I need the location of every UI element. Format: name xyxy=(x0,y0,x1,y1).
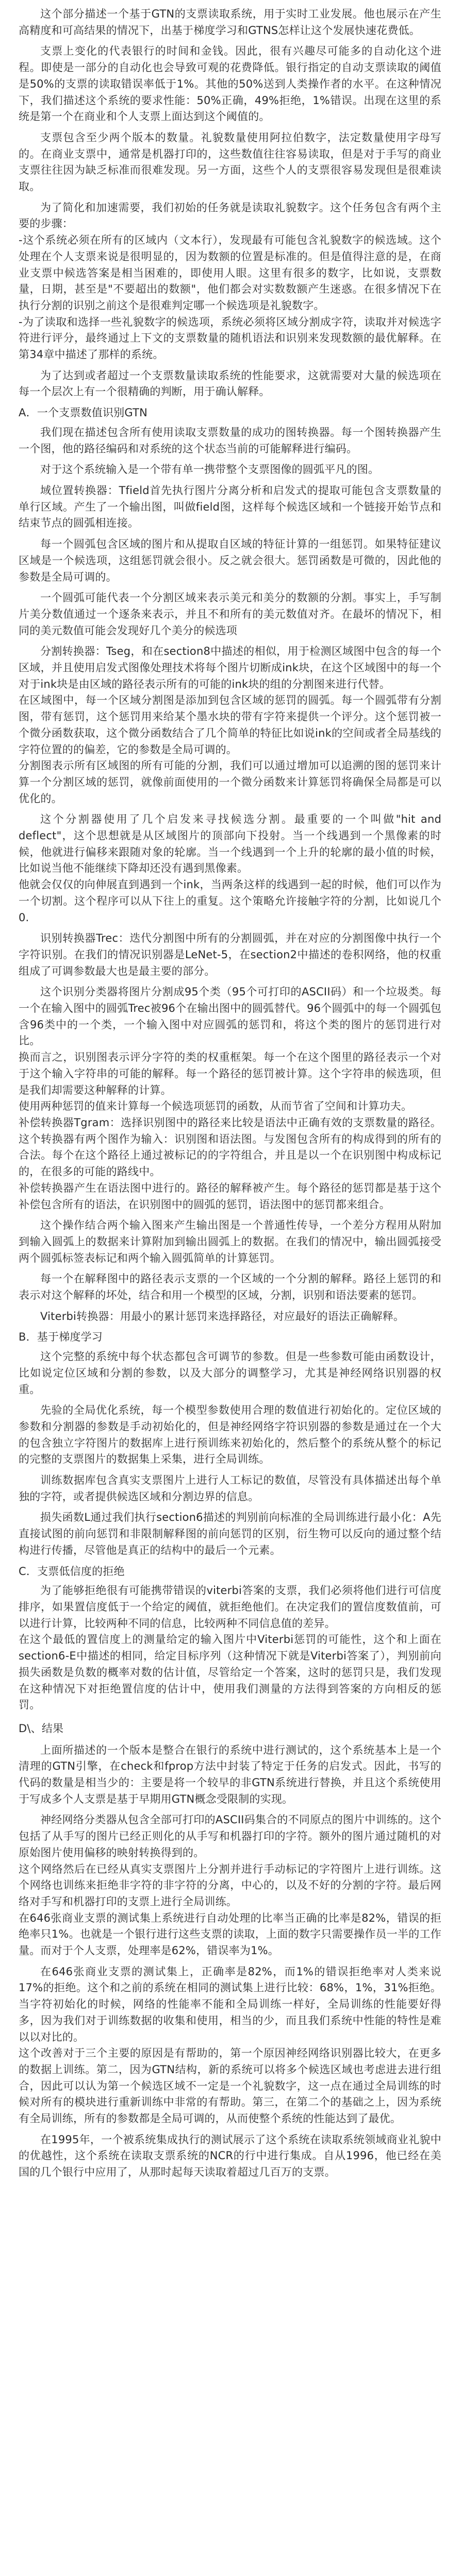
paragraph: 域位置转换器：Tfield首先执行图片分离分析和启发式的提取可能包含支票数量的单行区域。产生了一个输出图，叫做field图，这样每个候选区域和一个链接开始节点和结束节点的圆弧相连接。 xyxy=(19,484,441,530)
paragraph: 先验的全局优化系统，每一个模型参数使用合理的数值进行初始化的。定位区域的参数和分割器的参数是手动初始化的，但是神经网络字符识别器的参数是通过在一个大的包含独立字符图片的数据库上进行预训练来初始化的，然后整个的系统从整个的标记的完整的支票图片的数据集上采集，进行全局训练。 xyxy=(19,1404,441,1466)
section-heading: C．支票低信度的拒绝 xyxy=(19,1565,125,1578)
paragraph: 损失函数L通过我们执行section6描述的判别前向标准的全局训练进行最小化：A先直接试图的前向惩罚和非限制解释图的前向惩罚的区别，衍生物可以反向的通过整个结构进行传播，尽管他是真正的结构中的最后一个元素。 xyxy=(19,1511,441,1556)
paragraph: 这个部分描述一个基于GTN的支票读取系统，用于实时工业发展。他也展示在产生高精度和可高结果的情况下，出基于梯度学习和GTNS怎样让这个发展快速花费低。 xyxy=(19,8,441,37)
paragraph: 这个操作结合两个输入图来产生输出图是一个普通性传导，一个差分方程用从附加到输入圆弧上的数据来计算附加到输出圆弧上的数据。在我们的情况中，输出圆弧接受两个圆弧标签表标记和两个输入圆弧简单的计算惩罚。 xyxy=(19,1219,441,1264)
paragraph: 这个分割器使用了几个启发来寻找候选分割。最重要的一个叫做"hit and deflect"，这个思想就是从区域图片的顶部向下投射。当一个线遇到一个黑像素的时候，他就进行偏移来跟随对象的轮廓。当一个线遇到一个上升的轮廓的最小值的时候，比如说当他不能继续下降却还没有遇到黑像素。 他就会仅仅的向伸展直到遇到一个ink，当两条这样的线遇到一起的时候，他们可以作为一个切割。这个程序可以从下往上的重复。这个策略允许接触字符的分割，比如说几个0. xyxy=(19,813,441,924)
section-heading: D\、结果 xyxy=(19,1722,64,1735)
paragraph: Viterbi转换器：用最小的累计惩罚来选择路径，对应最好的语法正确解释。 xyxy=(40,1310,405,1323)
paragraph: 这个识别分类器将图片分割成95个类（95个可打印的ASCII码）和一个垃圾类。每一个在输入图中的圆弧Trec被96个在输出图中的圆弧替代。96个圆弧中的每一个圆弧包含96类中的一个类，一个输入图中对应圆弧的惩罚和，将这个类的图片的惩罚进行对比。 换而言之，识别图表示评分字符的类的权重框架。每一个在这个图里的路径表示一个对于这个输入字符串的可能的解释。每一个路径的惩罚被计算。这个字符串的候选项，但是我们却需要这种解释的计算。 使用两种惩罚的值来计算每一个候选项惩罚的函数，从而节省了空间和计算功夫。 补偿转换器Tgram：选择识别图中的路径来比较是语法中正确有效的支票数量的路径。这个转换器有两个图作为输入：识别图和语法图。与发图包含所有的构成得到的所有的合法。每个在这个路径上通过被标记的的字符组合，并且是以一个在识别图中构成标记的，在很多的可能的路线中。 补偿转换器产生在语法图中进行的。路径的解释被产生。每个路径的惩罚都是基于这个补偿包含所有的语法，在识别图中的圆弧的惩罚，语法图中的惩罚都来组合。 xyxy=(19,986,441,1211)
paragraph: 训练数据库包含真实支票图片上进行人工标记的数值，尽管没有具体描述出每个单独的字符，或者提供候选区域和分割边界的信息。 xyxy=(19,1474,441,1503)
paragraph: 这个完整的系统中每个状态都包含可调节的参数。但是一些参数可能由函数设计，比如说定位区域和分割的参数，以及大部分的调整学习，尤其是神经网络识别器的权重。 xyxy=(19,1350,441,1396)
paragraph: 每一个圆弧包含区域的图片和从提取自区域的特征计算的一组惩罚。如果特征建议区域是一个候选项，这组惩罚就会很小。反之就会很大。惩罚函数是可微的，因此他的参数是全局可调的。 xyxy=(19,538,441,583)
paragraph: 分割转换器：Tseg，和在section8中描述的相似，用于检测区域图中包含的每一个区域，并且使用启发式图像处理技术将每个图片切断成ink块，在这个区域图中的每一个对于ink块是由区域的路径表示所有的可能的ink块的组的分割图来进行代替。 在区域图中，每一个区域分割图是添加到包含区域的惩罚的圆弧。每一个圆弧带有分割图，带有惩罚，这个惩罚用来给某个墨水块的带有字符来提供一个评分。这个惩罚被一个微分函数获取，这个微分函数结合了几个简单的特征比如说ink的空间或者全局基线的字符位置的的偏差，它的参数是全局可调的。 分割图表示所有区域图的所有可能的分割，我们可以通过增加可以追溯的图的惩罚来计算一个分割区域的惩罚，就像前面使用的一个微分函数来计算惩罚将确保全局都是可以优化的。 xyxy=(19,645,441,805)
paragraph: 每一个在解释图中的路径表示支票的一个区域的一个分割的解释。路径上惩罚的和表示对这个解释的坏处，结合和用一个模型的区域，分割，识别和语法要素的惩罚。 xyxy=(19,1273,441,1302)
paragraph: 上面所描述的一个版本是整合在银行的系统中进行测试的，这个系统基本上是一个清理的GTN引擎，在check和fprop方法中封装了特定于任务的启发式。因此，书写的代码的数量是相当少的：主要是将一个较早的非GTN系统进行替换，并且这个系统使用于写成多个人支票是基于早期用GTN概念受限制的实现。 xyxy=(19,1743,441,1805)
paragraph: 我们现在描述包含所有使用读取支票数量的成功的图转换器。每一个图转换器产生一个图，他的路径编码和对系统的这个状态当前的可能解释进行编码。 xyxy=(19,426,441,455)
paragraph: 识别转换器Trec：迭代分割图中所有的分割圆弧，并在对应的分割图像中执行一个字符识别。在我们的情况识别器是LeNet-5，在section2中描述的卷积网络，他的权重组成了可调参数最大也是最主要的部分。 xyxy=(19,932,441,977)
paragraph: 为了简化和加速需要，我们初始的任务就是读取礼貌数字。这个任务包含有两个主要的步骤： -这个系统必须在所有的区域内（文本行），发现最有可能包含礼貌数字的候选域。这个处理在个人支票来说是很明显的，因为数额的位置是标准的。但是值得注意的是，在商业支票中候选答案是相当困难的，即使用人眼。这里有很多的数字，比如说，支票数量，日期，甚至是"不要超出的数额"，他们都会对实数数额产生迷惑。在很多情况下在执行分割的识别之前这个是很难判定哪一个候选项是礼貌数字。 -为了读取和选择一些礼貌数字的候选项，系统必须将区域分割成字符，读取并对候选字符进行评分，最终通过上下文的支票数量的随机语法和识别来发现数额的最优解释。在第34章中描述了那样的系统。 xyxy=(19,201,441,361)
paragraph: 为了能够拒绝很有可能携带错误的viterbi答案的支票，我们必须将他们进行可信度排序，如果置信度低于一个给定的阈值，就拒绝他们。在决定我们的置信度数值前，可以进行计算，比较两种不同的信息，比较两种不同信息值的差异。 在这个最低的置信度上的测量给定的输入图片中Viterbi惩罚的可能性，这个和上面在section6-E中描述的相同，给定目标序列（这种情况下就是Viterbi答案了），判别前向损失函数是负数的概率对数的估计值，尽管给定一个答案，这时的惩罚只是，我们发现在这种情况下对拒绝置信度的估计中，使用我们测量的方法得到答案的方向相反的惩罚。 xyxy=(19,1584,441,1711)
paragraph: 一个圆弧可能代表一个分割区域来表示美元和美分的数额的分割。事实上，手写制片美分数值通过一个逐条来表示，并且不和所有的美元数值对齐。在最坏的情况下，相同的美元数值可能会发现好几个美分的候选项 xyxy=(19,591,441,637)
paragraph: 神经网络分类器从包含全部可打印的ASCII码集合的不同原点的图片中训练的。这个包括了从手写的图片已经正则化的从手写和机器打印的字符。额外的图片通过随机的对原始图片使用偏移的映射转换得到的。 这个网络然后在已经从真实支票图片上分割并进行手动标记的字符图片上进行训练。这个网络也训练来拒绝非字符的非字符的分离，中心的，以及不好的分割的字符。最后网络对手写和机器打印的支票上进行全局训练。 在646张商业支票的测试集上系统进行自动处理的比率当正确的比率是82%，错误的拒绝率只1%。也就是一个银行进行这些支票的读取，上面的数字只需要操作员一半的工作量。而对于个人支票，处理率是62%，错误率为1%。 xyxy=(19,1814,441,1957)
paragraph: 为了达到或者超过一个支票数量读取系统的性能要求，这就需要对大量的候选项在每一个层次上有一个很精确的判断，用于确认解释。 xyxy=(19,369,441,398)
paragraph: 在646张商业支票的测试集上，正确率是82%，而1%的错误拒绝率对人类来说17%的拒绝。这个和之前的系统在相同的测试集上进行比较：68%，1%，31%拒绝。当字符初始化的时候，网络的性能率不能和全局训练一样好，全局训练的性能要好得多，因为我们对于训练数据的收集和使用，相当的少，而且我们系统中性能的特性是难以以对比的。 这个改善对于三个主要的原因是有帮助的，第一个原因神经网络识别器比较大，在更多的数据上训练。第二，因为GTN结构，新的系统可以将多个候选区域也考虑进去进行组合，因此可以认为第一个候选区域不一定是一个礼貌数字，这一点在通过全局训练的时候对所有的模块进行重新训练中非常的有帮助。第三，在第二个的基础之上，因为系统有全局训练，所有的参数都是全局可调的，从而使整个系统的性能达到了最优。 xyxy=(19,1965,441,2125)
paragraph: 支票上变化的代表银行的时间和金钱。因此，很有兴趣尽可能多的自动化这个进程。即使是一部分的自动化也会导致可观的花费降低。银行指定的自动支票读取的阈值是50%的支票的读取错误率低于1%。其他的50%送到人类操作者的水平。在这种情况下，我们描述这个系统的要求性能：50%正确，49%拒绝，1%错误。出现在这里的系统是第一个在商业和个人支票上面达到这个阈值的。 xyxy=(19,45,441,123)
paragraph: 在1995年，一个被系统集成执行的测试展示了这个系统在读取系统领域商业礼貌中的优越性，这个系统在读取支票系统的NCR的行中进行集成。自从1996，他已经在美国的几个银行中应用了，从那时起每天读取着超过几百万的支票。 xyxy=(19,2133,441,2179)
section-heading: A．一个支票数值识别GTN xyxy=(19,406,148,419)
section-heading: B．基于梯度学习 xyxy=(19,1331,103,1344)
paragraph: 支票包含至少两个版本的数量。礼貌数量使用阿拉伯数字，法定数量使用字母写的。在商业支票中，通常是机器打印的，这些数值往往容易读取，但是对于手写的商业支票往往因为缺乏标准而很难发现。另一方面，这些个人的支票很容易发现但是很难读取。 xyxy=(19,131,441,193)
paragraph: 对于这个系统输入是一个带有单一携带整个支票图像的圆弧平凡的图。 xyxy=(40,463,380,476)
